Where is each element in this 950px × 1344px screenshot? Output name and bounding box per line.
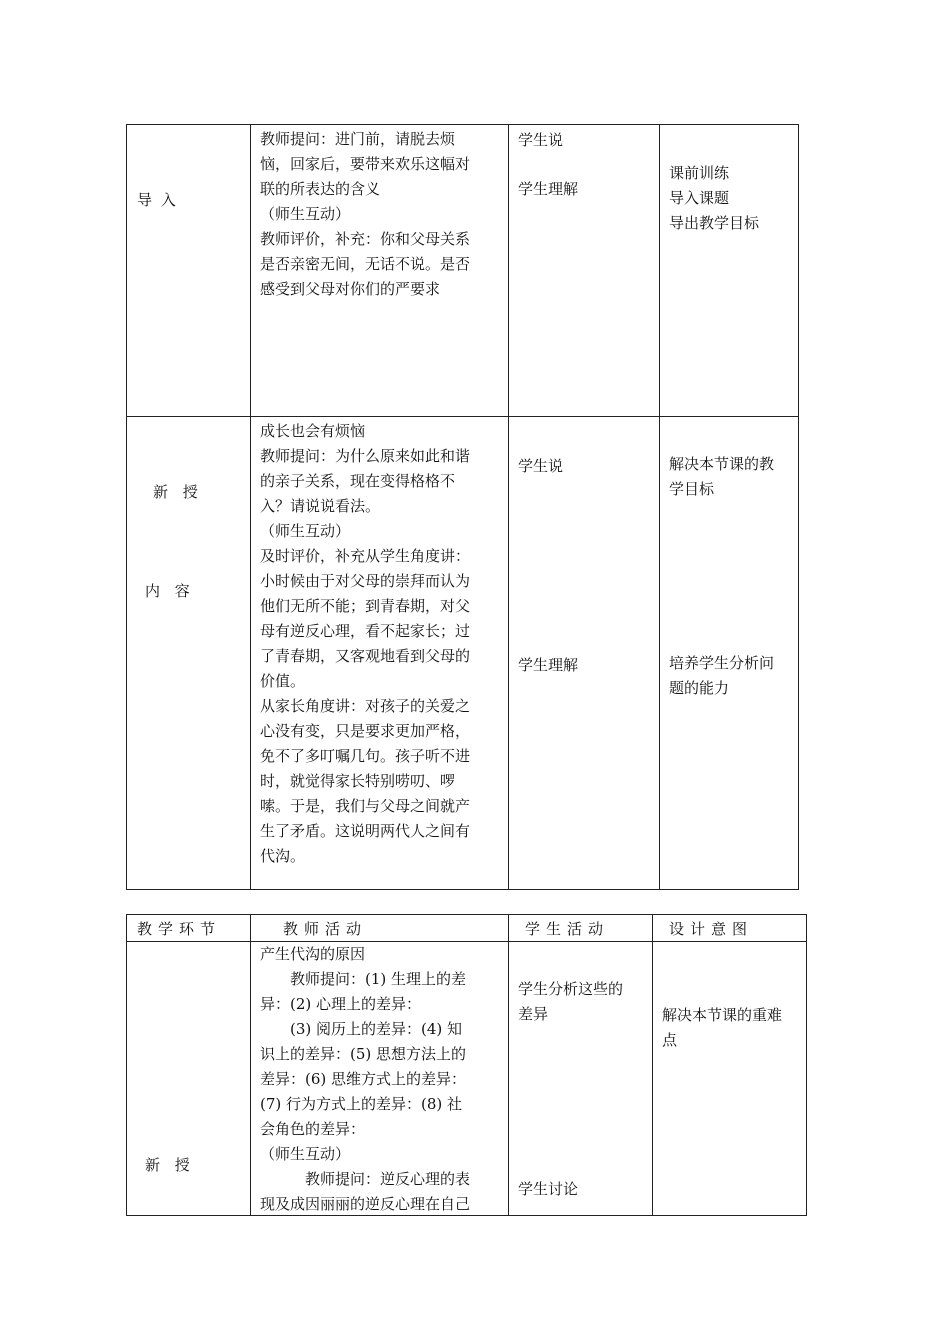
table-header-row: [127, 915, 807, 942]
teacher-activity-cell: [251, 417, 509, 890]
student-activity-say: 学生说: [518, 131, 564, 149]
student-activity-cell: [509, 125, 660, 417]
student-activity-cell: [509, 417, 660, 890]
design-intent-text: 课前训练 导入课题 导出教学目标: [669, 164, 760, 232]
table-row: [127, 942, 807, 1216]
student-activity-discuss: 学生讨论: [518, 1180, 579, 1198]
student-activity-understand: 学生理解: [518, 180, 579, 198]
teacher-activity-text: 产生代沟的原因 教师提问：(1) 生理上的差 异：(2) 心理上的差异： (3) 阅历上的差异：(4) 知 识上的差异：(5) 思想方法上的 差异：(6) 思维方式上的差异： (7) 行为方式上的差异：(8) 社 会角色的差异： （师生互动） 教师提问：逆反心理的表 现及成因丽丽的逆反心理在自己: [260, 945, 471, 1213]
table-row: [127, 125, 799, 417]
stage-label-content: 内 容: [145, 582, 190, 600]
header-student: 学生活动: [509, 915, 653, 942]
teacher-activity-text: 成长也会有烦恼 教师提问：为什么原来如此和谐 的亲子关系，现在变得格格不 入？请说说看法。 （师生互动） 及时评价，补充从学生角度讲： 小时候由于对父母的崇拜而认为 他们无所不能；到青春期，对父 母有逆反心理，看不起家长；过 了青春期，又客观地看到父母的 价值。 从家长角度讲：对孩子的关爱之 心没有变，只是要求更加严格， 免不了多叮嘱几句。孩子听不进 时，就觉得家长特别唠叨、啰 嗦。于是，我们与父母之间就产 生了矛盾。这说明两代人之间有 代沟。: [260, 422, 471, 865]
design-intent-cell: [660, 125, 799, 417]
design-intent-text: 解决本节课的重难 点: [662, 1006, 783, 1049]
design-intent-cell: [660, 417, 799, 890]
teacher-activity-cell: [251, 125, 509, 417]
teacher-activity-text: 教师提问：进门前，请脱去烦 恼，回家后，要带来欢乐这幅对 联的所表达的含义 （师生互动） 教师评价，补充：你和父母关系 是否亲密无间，无话不说。是否 感受到父母对你们的严要求: [260, 130, 471, 298]
lesson-table-2: [126, 914, 807, 1216]
design-intent-cell: [653, 942, 807, 1216]
lesson-table-1: [126, 124, 799, 890]
stage-label: 新 授: [153, 483, 198, 501]
student-activity-analyze: 学生分析这些的 差异: [518, 980, 624, 1023]
stage-label: 新 授: [145, 1156, 190, 1174]
stage-cell: [127, 417, 251, 890]
stage-label: 导 入: [137, 191, 178, 209]
header-intent: 设计意图: [653, 915, 807, 942]
student-activity-cell: [509, 942, 653, 1216]
design-intent-text-2: 培养学生分析问 题的能力: [669, 654, 775, 697]
stage-cell: [127, 942, 251, 1216]
table-row: [127, 417, 799, 890]
teacher-activity-cell: [251, 942, 509, 1216]
design-intent-text: 解决本节课的教 学目标: [669, 455, 775, 498]
stage-cell: [127, 125, 251, 417]
student-activity-understand: 学生理解: [518, 656, 579, 674]
header-teacher: 教师活动: [251, 915, 509, 942]
student-activity-say: 学生说: [518, 457, 564, 475]
header-stage: 教学环节: [127, 915, 251, 942]
